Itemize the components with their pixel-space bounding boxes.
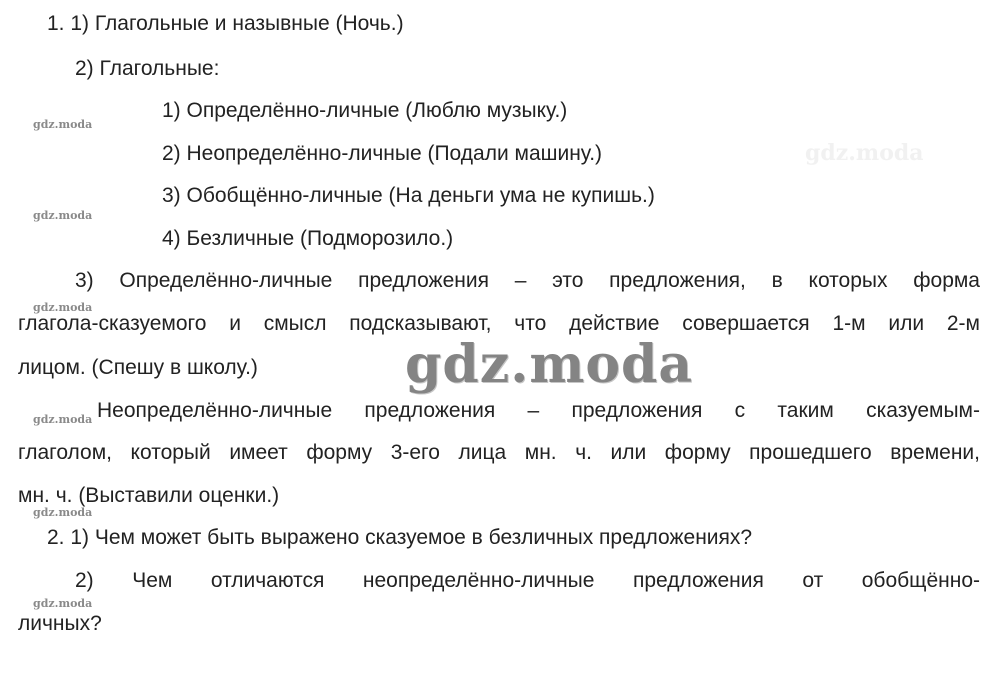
- subitem-impersonal: 4) Безличные (Подморозило.): [162, 227, 454, 250]
- definition-line-2: глагола-сказуемого и смысл подсказывают, что действие совершается 1-м или 2-м: [18, 312, 980, 335]
- watermark-small: gdz.moda: [33, 118, 93, 131]
- watermark-small: gdz.moda: [33, 209, 93, 222]
- definition-line-3: лицом. (Спешу в школу.): [18, 356, 258, 379]
- indefinite-def-line-2: глаголом, который имеет форму 3-его лица мн. ч. или форму прошедшего времени,: [18, 441, 980, 464]
- subitem-indefinite-personal: 2) Неопределённо-личные (Подали машину.): [162, 142, 603, 165]
- subitem-generalized-personal: 3) Обобщённо-личные (На деньги ума не купишь.): [162, 184, 655, 207]
- answer-1-item-2: 2) Глагольные:: [75, 57, 220, 80]
- definition-line-1: 3) Определённо-личные предложения – это предложения, в которых форма: [75, 269, 980, 292]
- watermark-small: gdz.moda: [33, 301, 93, 314]
- watermark-ghost: gdz.moda: [805, 140, 924, 166]
- watermark-logo: gdz.moda: [405, 334, 694, 395]
- question-2-2-line-1: 2) Чем отличаются неопределённо-личные предложения от обобщённо-: [75, 569, 980, 592]
- watermark-small: gdz.moda: [33, 506, 93, 519]
- question-2-1: 2. 1) Чем может быть выражено сказуемое в безличных предложениях?: [47, 526, 753, 549]
- question-2-2-line-2: личных?: [18, 612, 102, 635]
- subitem-definite-personal: 1) Определённо-личные (Люблю музыку.): [162, 99, 568, 122]
- indefinite-def-line-3: мн. ч. (Выставили оценки.): [18, 484, 280, 507]
- watermark-small: gdz.moda: [33, 413, 93, 426]
- watermark-small: gdz.moda: [33, 597, 93, 610]
- answer-1-line-1: 1. 1) Глагольные и назывные (Ночь.): [47, 12, 404, 35]
- indefinite-def-line-1: Неопределённо-личные предложения – предложения с таким сказуемым-: [97, 399, 980, 422]
